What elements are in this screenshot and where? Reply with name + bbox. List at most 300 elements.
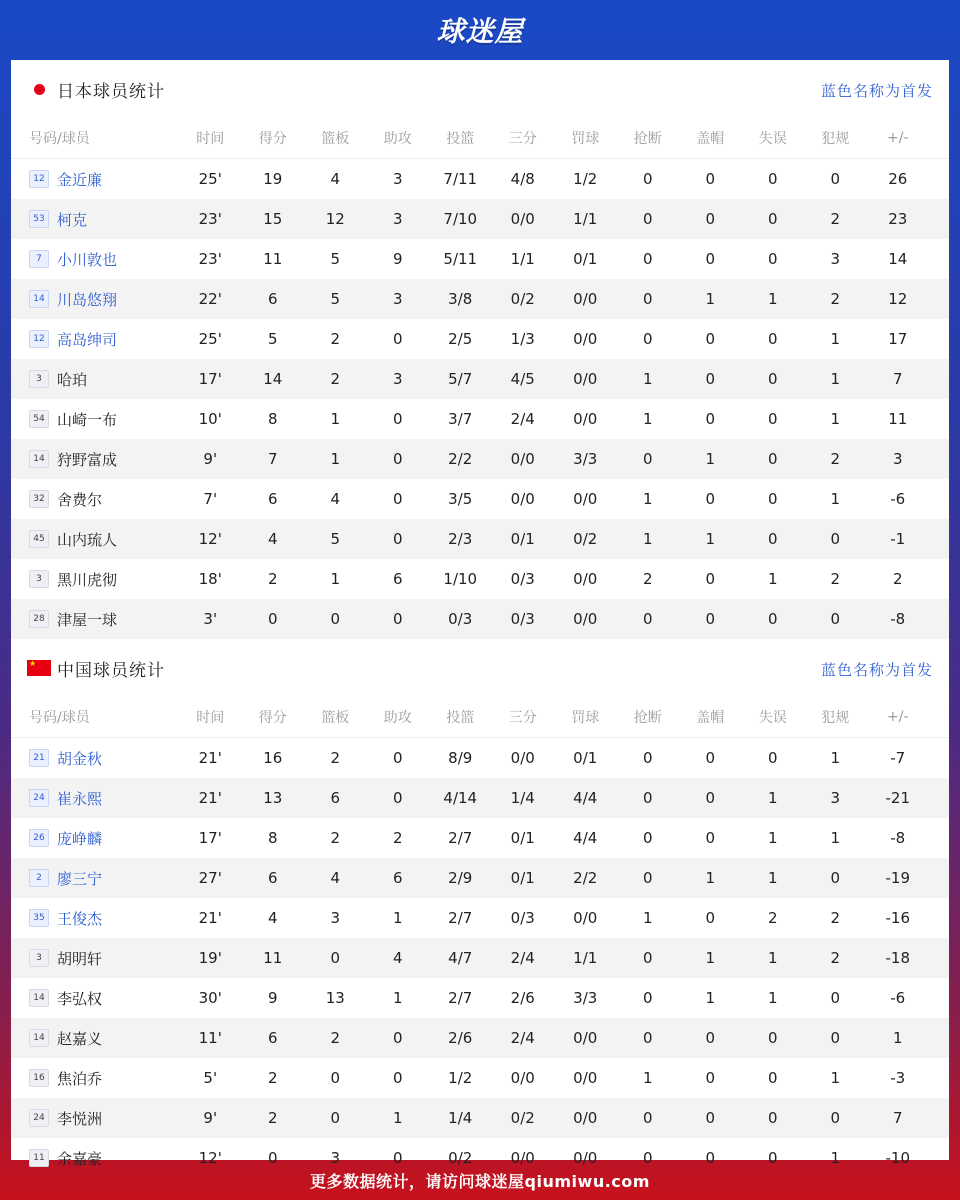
stat-cell: 1 (705, 869, 716, 887)
stat-cell: 0 (705, 570, 716, 588)
stat-cell: 2 (267, 1109, 278, 1127)
player-cell (11, 249, 179, 270)
stat-cell: 0/0 (510, 210, 535, 228)
stat-cell: 2 (892, 570, 903, 588)
column-header: 得分 (258, 131, 287, 147)
stat-cell: 9 (392, 250, 403, 268)
player-name-link[interactable]: 余嘉豪 (57, 1149, 103, 1168)
stat-cell: 30' (198, 989, 222, 1007)
stat-cell: 17 (888, 330, 908, 348)
player-name-link[interactable]: 高岛绅司 (57, 330, 118, 349)
stat-cell: 6 (267, 869, 278, 887)
stat-cell: 0/3 (510, 570, 535, 588)
stat-cell: 21' (198, 909, 222, 927)
stat-cell: 2/4 (510, 410, 535, 428)
stat-cell: 0 (642, 1029, 653, 1047)
section-title-text: 日本球员统计 (57, 81, 165, 102)
stat-cell: 4/4 (573, 829, 598, 847)
stat-cell: 0 (392, 330, 403, 348)
stat-cell: 0 (705, 210, 716, 228)
jersey-number-badge: 11 (29, 1149, 49, 1167)
stat-cell: 1 (642, 1069, 653, 1087)
starter-legend: 蓝色名称为首发 (820, 661, 933, 679)
stat-cell: 0 (767, 450, 778, 468)
stat-cell: 0 (767, 610, 778, 628)
stat-cell: 5 (330, 250, 341, 268)
player-cell (11, 449, 179, 470)
jersey-number-badge: 24 (29, 1109, 49, 1127)
table-row (11, 239, 949, 279)
stat-cell: 0 (830, 1109, 841, 1127)
column-header: 三分 (508, 710, 537, 726)
team-section-china (11, 639, 949, 1178)
stat-cell: 2 (830, 570, 841, 588)
stat-cell: 0 (642, 949, 653, 967)
stat-cell: 0/1 (510, 869, 535, 887)
jersey-number-badge: 2 (29, 869, 49, 887)
stat-cell: -10 (885, 1149, 910, 1167)
column-header: +/- (887, 709, 909, 725)
stat-cell: 1 (642, 410, 653, 428)
stat-cell: 0/1 (573, 250, 598, 268)
table-row (11, 159, 949, 199)
player-name-link[interactable]: 赵嘉义 (57, 1029, 103, 1048)
stat-cell: 1 (767, 290, 778, 308)
stat-cell: 0 (767, 1109, 778, 1127)
table-row (11, 738, 949, 778)
stat-cell: 0 (392, 490, 403, 508)
stat-cell: 0/0 (510, 450, 535, 468)
player-name-link[interactable]: 胡明轩 (57, 949, 103, 968)
stat-cell: 7/11 (443, 170, 478, 188)
column-header: 时间 (196, 710, 225, 726)
jersey-number-badge: 35 (29, 909, 49, 927)
stat-cell: 23 (888, 210, 908, 228)
stat-cell: 2 (830, 949, 841, 967)
jersey-number-badge: 32 (29, 490, 49, 508)
stat-cell: 1 (330, 570, 341, 588)
stat-cell: 0/1 (510, 530, 535, 548)
stat-cell: 2 (830, 210, 841, 228)
stat-cell: 0 (705, 170, 716, 188)
stat-cell: 1 (392, 909, 403, 927)
stat-cell: 0 (392, 610, 403, 628)
stat-cell: 1/10 (443, 570, 478, 588)
stat-cell: 1 (330, 410, 341, 428)
jersey-number-badge: 14 (29, 450, 49, 468)
stat-cell: 0 (767, 530, 778, 548)
stat-cell: 4 (267, 530, 278, 548)
stat-cell: 3/5 (448, 490, 473, 508)
stat-cell: 0/2 (510, 290, 535, 308)
jersey-number-badge: 3 (29, 949, 49, 967)
stat-cell: 0 (705, 330, 716, 348)
stat-cell: 0 (392, 450, 403, 468)
stat-cell: 1 (892, 1029, 903, 1047)
stat-cell: 2 (330, 829, 341, 847)
stat-cell: 4/4 (573, 789, 598, 807)
stat-cell: -16 (885, 909, 910, 927)
stat-cell: 0/2 (510, 1109, 535, 1127)
column-header: 号码/球员 (29, 131, 90, 147)
column-header: 盖帽 (696, 131, 725, 147)
stat-cell: 0 (330, 1069, 341, 1087)
stat-cell: -8 (890, 610, 906, 628)
column-header: 罚球 (571, 131, 600, 147)
stat-cell: 5' (203, 1069, 218, 1087)
stat-cell: 2/7 (448, 989, 473, 1007)
stat-cell: 0/0 (573, 570, 598, 588)
stat-cell: 6 (267, 290, 278, 308)
stat-cell: 0 (767, 370, 778, 388)
stat-cell: 0 (642, 1149, 653, 1167)
stat-cell: 3 (330, 1149, 341, 1167)
stat-cell: 2 (330, 330, 341, 348)
player-name-link[interactable]: 狩野富成 (57, 450, 118, 469)
stat-cell: 1 (642, 370, 653, 388)
stat-cell: 0 (642, 989, 653, 1007)
player-cell (11, 289, 179, 310)
player-cell (11, 169, 179, 190)
stat-cell: 0 (642, 789, 653, 807)
player-cell (11, 409, 179, 430)
stat-cell: 3 (830, 789, 841, 807)
stat-cell: 0 (767, 410, 778, 428)
stat-cell: 2/7 (448, 829, 473, 847)
stat-cell: 0 (642, 290, 653, 308)
stat-cell: 4 (267, 909, 278, 927)
table-row (11, 858, 949, 898)
table-row (11, 519, 949, 559)
stat-cell: 3/8 (448, 290, 473, 308)
stat-cell: 0 (392, 789, 403, 807)
stat-cell: 11 (888, 410, 908, 428)
stat-cell: 21' (198, 749, 222, 767)
table-row (11, 559, 949, 599)
table-row (11, 399, 949, 439)
china-flag-icon (27, 660, 51, 676)
stat-cell: 1 (767, 989, 778, 1007)
player-name-link[interactable]: 崔永熙 (57, 789, 103, 808)
jersey-number-badge: 26 (29, 829, 49, 847)
stat-cell: -18 (885, 949, 910, 967)
column-header: 失误 (758, 710, 787, 726)
player-name-link[interactable]: 柯克 (57, 210, 88, 229)
stat-cell: 11 (263, 250, 283, 268)
stat-cell: 0/0 (573, 1069, 598, 1087)
stat-cell: 1 (705, 290, 716, 308)
stat-cell: 0/0 (573, 290, 598, 308)
stat-cell: -7 (890, 749, 906, 767)
stat-cell: 1 (705, 949, 716, 967)
stat-cell: 13 (325, 989, 345, 1007)
stat-cell: 0 (705, 749, 716, 767)
stat-cell: 7/10 (443, 210, 478, 228)
site-logo[interactable]: 球迷屋 (436, 15, 524, 48)
player-name-link[interactable]: 庞峥麟 (57, 829, 103, 848)
stat-cell: 3/3 (573, 450, 598, 468)
stat-cell: 0 (705, 410, 716, 428)
table-row (11, 1018, 949, 1058)
stat-cell: 8 (267, 829, 278, 847)
stat-cell: 18' (198, 570, 222, 588)
player-cell (11, 868, 179, 889)
stat-cell: 15 (263, 210, 283, 228)
stat-cell: 9' (203, 450, 218, 468)
stat-cell: 0 (767, 749, 778, 767)
stat-cell: 11 (263, 949, 283, 967)
stat-cell: 3 (392, 370, 403, 388)
stat-cell: 7 (267, 450, 278, 468)
column-header: 篮板 (321, 710, 350, 726)
stat-cell: 14 (888, 250, 908, 268)
column-header: 罚球 (571, 710, 600, 726)
stat-cell: 1/1 (510, 250, 535, 268)
stat-cell: 2/9 (448, 869, 473, 887)
stat-cell: 6 (330, 789, 341, 807)
player-name-link[interactable]: 黑川虎彻 (57, 570, 118, 589)
stat-cell: 0/0 (573, 610, 598, 628)
stat-cell: 12 (325, 210, 345, 228)
footer-link[interactable]: 更多数据统计，请访问球迷屋qiumiwu.com (310, 1171, 650, 1191)
stat-cell: 12 (888, 290, 908, 308)
stat-cell: 1 (705, 450, 716, 468)
stat-cell: 1 (830, 1149, 841, 1167)
stat-cell: 0 (705, 610, 716, 628)
stat-cell: 1 (392, 989, 403, 1007)
stat-cell: 1 (767, 869, 778, 887)
starter-legend: 蓝色名称为首发 (820, 82, 933, 100)
japan-flag-icon (27, 81, 51, 97)
stat-cell: 0/3 (510, 610, 535, 628)
stat-cell: 0 (830, 989, 841, 1007)
player-name-link[interactable]: 哈珀 (57, 370, 88, 389)
jersey-number-badge: 45 (29, 530, 49, 548)
stat-cell: 1/1 (573, 949, 598, 967)
jersey-number-badge: 53 (29, 210, 49, 228)
stat-cell: 0/0 (573, 370, 598, 388)
stat-cell: 2 (830, 450, 841, 468)
stat-cell: 0 (830, 610, 841, 628)
stat-cell: 1 (830, 410, 841, 428)
stat-cell: 0 (767, 330, 778, 348)
stat-cell: 0/0 (573, 410, 598, 428)
stat-cell: 0 (767, 1149, 778, 1167)
stat-cell: 11' (198, 1029, 222, 1047)
stat-cell: 0 (705, 1029, 716, 1047)
stat-cell: 0 (830, 170, 841, 188)
stat-cell: 5 (267, 330, 278, 348)
stat-cell: 3 (892, 450, 903, 468)
stat-cell: -6 (890, 989, 906, 1007)
player-name-link[interactable]: 胡金秋 (57, 749, 103, 768)
stat-cell: 0 (705, 370, 716, 388)
stat-cell: 0 (642, 170, 653, 188)
player-name-link[interactable]: 山崎一布 (57, 410, 118, 429)
stat-cell: 1 (830, 749, 841, 767)
stat-cell: 2/4 (510, 1029, 535, 1047)
stat-cell: 10' (198, 410, 222, 428)
column-header: 抢断 (633, 710, 662, 726)
player-name-link[interactable]: 廖三宁 (57, 869, 103, 888)
stat-cell: 2 (642, 570, 653, 588)
team-section-japan (11, 60, 949, 639)
stat-cell: 0 (705, 789, 716, 807)
stat-cell: -6 (890, 490, 906, 508)
stat-cell: 9' (203, 1109, 218, 1127)
column-header: 抢断 (633, 131, 662, 147)
player-name-link[interactable]: 王俊杰 (57, 909, 103, 928)
site-header (0, 0, 960, 60)
stat-cell: 0 (330, 1109, 341, 1127)
stat-cell: 2/6 (448, 1029, 473, 1047)
stat-cell: 0/3 (510, 909, 535, 927)
player-cell (11, 788, 179, 809)
stat-cell: 4/14 (443, 789, 478, 807)
stat-cell: 23' (198, 250, 222, 268)
jersey-number-badge: 54 (29, 410, 49, 428)
stat-cell: 0 (705, 490, 716, 508)
japan-flag-dot (34, 84, 45, 95)
stat-cell: 1/2 (448, 1069, 473, 1087)
player-cell (11, 529, 179, 550)
stat-cell: 2 (330, 370, 341, 388)
stat-cell: 0/0 (573, 1149, 598, 1167)
jersey-number-badge: 14 (29, 290, 49, 308)
stat-cell: 0/0 (510, 1069, 535, 1087)
player-name-link[interactable]: 李悦洲 (57, 1109, 103, 1128)
stat-cell: 17' (198, 370, 222, 388)
stat-cell: 0 (642, 869, 653, 887)
player-name-link[interactable]: 李弘权 (57, 989, 103, 1008)
table-row (11, 319, 949, 359)
stat-cell: 6 (392, 570, 403, 588)
column-header: 篮板 (321, 131, 350, 147)
stat-cell: 2 (767, 909, 778, 927)
stat-cell: 19 (263, 170, 283, 188)
stat-cell: 0/0 (573, 330, 598, 348)
player-cell (11, 329, 179, 350)
player-cell (11, 209, 179, 230)
stat-cell: 8/9 (448, 749, 473, 767)
stat-cell: 1 (767, 949, 778, 967)
column-header: 得分 (258, 710, 287, 726)
stat-cell: 0 (767, 210, 778, 228)
stat-cell: 0/0 (573, 490, 598, 508)
stat-cell: 6 (392, 869, 403, 887)
stat-cell: 16 (263, 749, 283, 767)
stat-cell: 14 (263, 370, 283, 388)
stat-cell: 1 (767, 789, 778, 807)
table-row (11, 279, 949, 319)
stat-cell: 1 (767, 570, 778, 588)
column-header: +/- (887, 130, 909, 146)
stat-cell: 2 (392, 829, 403, 847)
table-row (11, 818, 949, 858)
column-header: 助攻 (383, 131, 412, 147)
table-header-row (11, 697, 949, 738)
stat-cell: -1 (890, 530, 906, 548)
player-cell (11, 369, 179, 390)
stat-cell: 4 (392, 949, 403, 967)
column-header: 犯规 (821, 131, 850, 147)
player-cell (11, 489, 179, 510)
player-name-link[interactable]: 津屋一球 (57, 610, 118, 629)
stat-cell: 0 (392, 530, 403, 548)
column-header: 三分 (508, 131, 537, 147)
stat-cell: 23' (198, 210, 222, 228)
stat-cell: 1 (705, 989, 716, 1007)
stat-cell: 4 (330, 170, 341, 188)
jersey-number-badge: 3 (29, 370, 49, 388)
stat-cell: 1/4 (448, 1109, 473, 1127)
stat-cell: 2/4 (510, 949, 535, 967)
stat-cell: 0 (767, 250, 778, 268)
table-row (11, 439, 949, 479)
player-name-link[interactable]: 小川敦也 (57, 250, 118, 269)
table-row (11, 978, 949, 1018)
stat-cell: 2/2 (448, 450, 473, 468)
stat-cell: 26 (888, 170, 908, 188)
stat-cell: 0 (705, 250, 716, 268)
stat-cell: 2/6 (510, 989, 535, 1007)
stat-cell: -8 (890, 829, 906, 847)
player-name-link[interactable]: 川岛悠翔 (57, 290, 118, 309)
stat-cell: 3 (392, 290, 403, 308)
player-name-link[interactable]: 金近廉 (57, 170, 103, 189)
stat-cell: 5 (330, 290, 341, 308)
stat-cell: 4 (330, 490, 341, 508)
stat-cell: 2 (267, 570, 278, 588)
stat-cell: 1/2 (573, 170, 598, 188)
stat-cell: 0 (767, 490, 778, 508)
column-header: 号码/球员 (29, 710, 90, 726)
stat-cell: -21 (885, 789, 910, 807)
stat-cell: 22' (198, 290, 222, 308)
stat-cell: 0 (392, 749, 403, 767)
stat-cell: 25' (198, 330, 222, 348)
player-name-link[interactable]: 山内琉人 (57, 530, 118, 549)
stat-cell: 5/11 (443, 250, 478, 268)
stat-cell: 0 (705, 1149, 716, 1167)
stat-cell: 2 (330, 749, 341, 767)
column-header: 失误 (758, 131, 787, 147)
stat-cell: 0 (642, 210, 653, 228)
table-row (11, 199, 949, 239)
stat-cell: 3 (330, 909, 341, 927)
stat-cell: 4 (330, 869, 341, 887)
jersey-number-badge: 7 (29, 250, 49, 268)
stat-cell: 1 (830, 829, 841, 847)
jersey-number-badge: 3 (29, 570, 49, 588)
column-header: 投篮 (446, 131, 475, 147)
section-title-text: 中国球员统计 (57, 660, 165, 681)
stat-cell: 2 (830, 909, 841, 927)
stat-cell: 2/3 (448, 530, 473, 548)
player-cell (11, 828, 179, 849)
stat-cell: 7 (892, 370, 903, 388)
player-name-link[interactable]: 焦泊乔 (57, 1069, 103, 1088)
player-name-link[interactable]: 舍费尔 (57, 490, 103, 509)
table-row (11, 1098, 949, 1138)
stat-cell: 0 (330, 949, 341, 967)
player-cell (11, 988, 179, 1009)
stat-cell: 0/1 (573, 749, 598, 767)
stat-cell: 1/3 (510, 330, 535, 348)
stat-cell: 0 (642, 749, 653, 767)
section-title (11, 60, 949, 118)
stat-cell: 0 (642, 450, 653, 468)
